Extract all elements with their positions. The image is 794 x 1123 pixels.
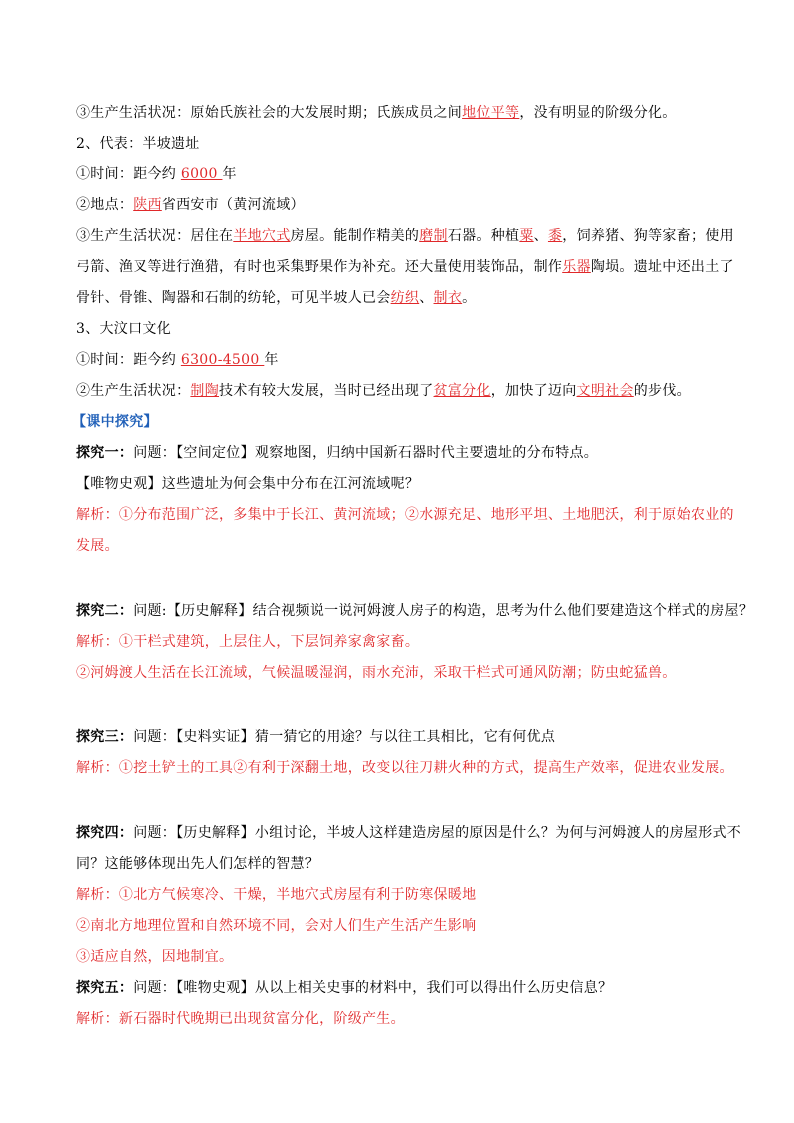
text-run: ，加快了迈向 — [490, 383, 577, 399]
answer-blank: 文明社会 — [576, 383, 634, 399]
answer-1-line-1: 解析：①分布范围广泛，多集中于长江、黄河流域；②水源充足、地形平坦、土地肥沃，利于原始农业的 — [76, 507, 734, 523]
section-title-banpo: 2、代表：半坡遗址 — [76, 136, 200, 152]
question-label: 探究五： — [76, 980, 134, 996]
answer-2-line-1: 解析：①干栏式建筑，上层住人，下层饲养家禽家畜。 — [76, 634, 420, 650]
answer-blank: 贫富分化 — [433, 383, 491, 399]
question-4 — [76, 823, 742, 843]
text-line-dawenkou-life — [76, 381, 726, 401]
text-run: 房屋。能制作精美的 — [290, 228, 420, 244]
text-line-banpo-time — [76, 164, 726, 184]
answer-blank: 粟 — [519, 228, 534, 244]
text-run: ，没有明显的阶级分化。 — [519, 105, 677, 121]
question-text: 问题：【历史解释】小组讨论，半坡人这样建造房屋的原因是什么？为何与河姆渡人的房屋形式不 — [133, 825, 742, 841]
text-run: ③生产生活状况：居住在 — [76, 228, 234, 244]
question-label: 探究一： — [76, 445, 134, 461]
question-label: 探究三： — [76, 729, 134, 745]
text-run: 年 — [264, 352, 279, 368]
question-text: 问题:【历史解释】结合视频说一说河姆渡人房子的构造，思考为什么他们要建造这个样式的房屋？ — [133, 603, 754, 619]
answer-blank: 纺织 — [390, 290, 420, 306]
answer-blank: 乐器 — [562, 259, 591, 275]
question-4-line-2: 同？这能够体现出先人们怎样的智慧？ — [76, 856, 320, 872]
answer-blank: 陕西 — [133, 197, 162, 213]
answer-4-line-3: ③适应自然，因地制宜。 — [76, 949, 234, 965]
text-line-banpo-life-1 — [76, 226, 734, 246]
answer-blank: 磨制 — [419, 228, 448, 244]
answer-blank: 地位平等 — [462, 105, 520, 121]
answer-4-line-2: ②南北方地理位置和自然环境不同，会对人们生产生活产生影响 — [76, 918, 477, 934]
section-title-dawenkou: 3、大汶口文化 — [76, 321, 172, 337]
text-line-dawenkou-time — [76, 350, 726, 370]
text-run: ③生产生活状况：原始氏族社会的大发展时期；氏族成员之间 — [76, 105, 463, 121]
answer-blank: 黍 — [547, 228, 563, 244]
question-2 — [76, 601, 754, 621]
question-label: 探究四： — [76, 825, 134, 841]
question-text: 问题：【史料实证】猜一猜它的用途？与以往工具相比，它有何优点 — [133, 729, 556, 745]
text-line-banpo-life-3 — [76, 288, 726, 308]
text-run: 省西安市（黄河流域） — [161, 197, 305, 213]
text-line-banpo-life-2 — [76, 257, 734, 277]
question-1 — [76, 443, 726, 463]
text-run: 骨针、骨锥、陶器和石制的纺轮，可见半坡人已会 — [76, 290, 391, 306]
text-run: 年 — [222, 166, 237, 182]
text-line-status-clan — [76, 103, 726, 123]
answer-blank: 6300-4500 — [180, 352, 265, 368]
question-text: 问题：【空间定位】观察地图，归纳中国新石器时代主要遗址的分布特点。 — [133, 445, 599, 461]
text-run: ，饲养猪、狗等家畜；使用 — [562, 228, 734, 244]
question-3 — [76, 727, 726, 747]
answer-4-line-1: 解析：①北方气候寒冷、干燥，半地穴式房屋有利于防寒保暖地 — [76, 887, 477, 903]
text-run: 技术有较大发展，当时已经出现了 — [219, 383, 434, 399]
text-run: 的步伐。 — [633, 383, 691, 399]
text-run: ①时间：距今约 — [76, 166, 181, 182]
text-run: ②生产生活状况： — [76, 383, 191, 399]
question-label: 探究二： — [76, 603, 134, 619]
question-text: 问题：【唯物史观】从以上相关史事的材料中，我们可以得出什么历史信息？ — [133, 980, 613, 996]
text-run: ②地点： — [76, 197, 134, 213]
text-run: 、 — [533, 228, 548, 244]
answer-blank: 制衣 — [433, 290, 463, 306]
question-5 — [76, 978, 726, 998]
answer-blank: 半地穴式 — [233, 228, 291, 244]
answer-3-line-1: 解析：①挖土铲土的工具②有利于深翻土地，改变以往刀耕火种的方式，提高生产效率，促进农业发展。 — [76, 760, 734, 776]
answer-blank: 制陶 — [190, 383, 220, 399]
answer-2-line-2: ②河姆渡人生活在长江流域，气候温暖湿润，雨水充沛，采取干栏式可通风防潮；防虫蛇猛兽。 — [76, 665, 677, 681]
text-run: 、 — [419, 290, 434, 306]
question-1-sub: 【唯物史观】这些遗址为何会集中分布在江河流域呢？ — [76, 476, 420, 492]
answer-1-line-2: 发展。 — [76, 538, 119, 554]
text-run: 石器。种植 — [447, 228, 520, 244]
text-run: 陶埙。遗址中还出土了 — [590, 259, 734, 275]
text-run: 。 — [462, 290, 477, 306]
text-run: ①时间：距今约 — [76, 352, 181, 368]
answer-blank: 6000 — [180, 166, 223, 182]
text-line-banpo-place — [76, 195, 726, 215]
heading-in-class-exploration: 【课中探究】 — [72, 414, 158, 430]
answer-5-line-1: 解析：新石器时代晚期已出现贫富分化，阶级产生。 — [76, 1011, 405, 1027]
text-run: 弓箭、渔叉等进行渔猎，有时也采集野果作为补充。还大量使用装饰品，制作 — [76, 259, 563, 275]
